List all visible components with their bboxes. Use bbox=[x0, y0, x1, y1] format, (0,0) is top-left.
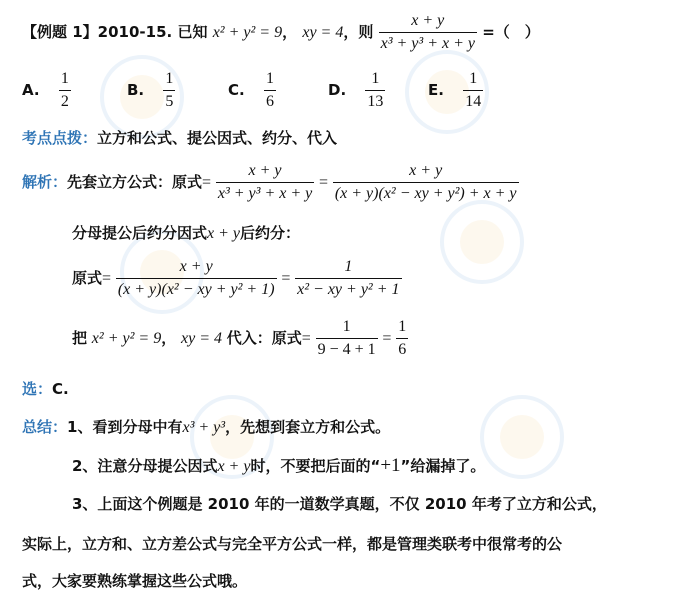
option-c: C. $\frac{1}{6}$ bbox=[228, 70, 274, 110]
watermark-logo bbox=[480, 395, 564, 479]
analysis-step-4: 把 x² + y² = 9， xy = 4 代入：原式= $\frac{1}{9 - 4 + 1}$ = $\frac{1}{6}$ bbox=[72, 318, 407, 358]
analysis-label: 解析： bbox=[22, 173, 68, 191]
fraction-1: $\frac{x + y}{\text{x³ + y³ + x + y}}$ bbox=[217, 162, 313, 202]
summary-label: 总结： bbox=[22, 418, 68, 436]
fraction-4: $\frac{1}{\text{x² − xy + y² + 1}}$ bbox=[297, 258, 400, 298]
fraction-6: $\frac{1}{6}$ bbox=[398, 318, 407, 358]
condition-2: xy = 4 bbox=[302, 24, 344, 41]
summary-point-3-line-1: 3、上面这个例题是 2010 年的一道数学真题，不仅 2010 年考了立方和公式， bbox=[72, 495, 607, 513]
question-known: 已知 bbox=[177, 23, 208, 41]
option-e: E. $\frac{1}{14}$ bbox=[428, 70, 482, 110]
answer-blank: =（ ） bbox=[482, 23, 540, 41]
watermark-logo bbox=[440, 200, 524, 284]
summary-point-3-line-3: 式，大家要熟练掌握这些公式哦。 bbox=[22, 572, 248, 590]
option-b: B. $\frac{1}{5}$ bbox=[127, 70, 174, 110]
summary-point-2: 2、注意分母提公因式x + y时，不要把后面的“+1”给漏掉了。 bbox=[72, 455, 486, 476]
option-a: A. $\frac{1}{2}$ bbox=[22, 70, 69, 110]
fraction-2: $\frac{x + y}{\text{(x + y)(x² − xy + y²) + x + y}}$ bbox=[334, 162, 517, 202]
fraction-5: $\frac{1}{9 - 4 + 1}$ bbox=[317, 318, 376, 358]
answer-value: C. bbox=[52, 380, 69, 398]
fraction-3: $\frac{x + y}{\text{(x + y)(x² − xy + y² + 1)}}$ bbox=[117, 258, 275, 298]
analysis-step-1: 解析：先套立方公式：原式= $\frac{x + y}{\text{x³ + y³ + x + y}}$ = $\frac{x + y}{\text{(x + y)(x² − xy + y²) + x + y}}$ bbox=[22, 162, 517, 202]
summary-point-1: 总结：1、看到分母中有x³ + y³，先想到套立方和公式。 bbox=[22, 418, 391, 436]
question-fraction: $\frac{x + y}{\text{x³ + y³ + x + y}}$ bbox=[380, 12, 475, 52]
summary-point-3-line-2: 实际上，立方和、立方差公式与完全平方公式一样，都是管理类联考中很常考的公 bbox=[22, 535, 563, 553]
answer-label: 选： bbox=[22, 380, 53, 398]
key-points-label: 考点点拨： bbox=[22, 129, 98, 147]
condition-1: x² + y² = 9 bbox=[212, 24, 283, 41]
question-tag: 【例题 1】2010-15. bbox=[22, 23, 173, 41]
option-d: D. $\frac{1}{13}$ bbox=[328, 70, 384, 110]
answer-line bbox=[22, 378, 69, 399]
analysis-step-2: 分母提公后约分因式x + y后约分： bbox=[72, 224, 301, 242]
analysis-step-3: 原式= $\frac{x + y}{\text{(x + y)(x² − xy + y² + 1)}}$ = $\frac{1}{\text{x² − xy + y² + 1}}$ bbox=[72, 258, 400, 298]
question-then: ，则 bbox=[343, 23, 374, 41]
key-points-text: 立方和公式、提公因式、约分、代入 bbox=[97, 129, 338, 147]
key-points bbox=[22, 127, 337, 148]
question-line: 【例题 1】2010-15. 已知 x² + y² = 9， xy = 4，则 $\frac{x + y}{\text{x³ + y³ + x + y}}$ =（ ） bbox=[22, 12, 540, 52]
